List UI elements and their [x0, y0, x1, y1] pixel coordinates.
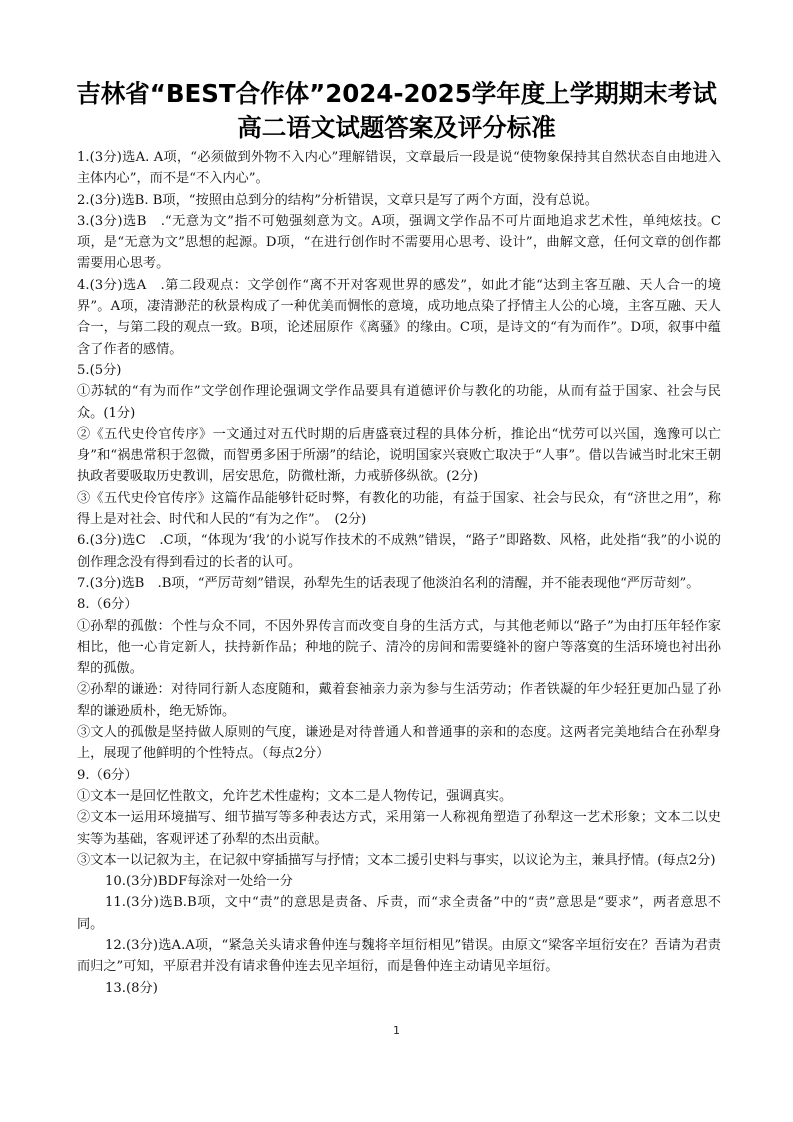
answer-paragraph: 1.(3分)选A. A项，“必须做到外物不入内心”理解错误，文章最后一段是说“使物象保持其自然状态自由地进入主体内心”，而不是“不入内心”。: [77, 150, 721, 187]
document-title: 吉林省“BEST合作体”2024-2025学年度上学期期末考试: [76, 79, 717, 108]
answer-paragraph: ①文本一是回忆性散文，允许艺术性虚构；文本二是人物传记，强调真实。: [77, 788, 513, 804]
answer-paragraph: ①孙犁的孤傲：个性与众不同，不因外界传言而改变自身的生活方式，与其他老师以“路子”为由打压年轻作家相比，他一心肯定新人，扶持新作品；种地的院子、清冷的房间和需要缝补的窗户等落寞的生活环境也衬出孙犁的孤傲。: [77, 618, 721, 677]
answer-paragraph: 3.(3分)选B .“无意为文”指不可勉强刻意为文。A项，强调文学作品不可片面地追求艺术性，单纯炫技。C项，是“无意为文”思想的起源。D项，“在进行创作时不需要用心思考、设计”，曲解文意，任何文章的创作都需要用心思考。: [77, 213, 721, 272]
answer-paragraph: 4.(3分)选A .第二段观点：文学创作“离不开对客观世界的感发”，如此才能“达到主客互融、天人合一的境界”。A项，凄清渺茫的秋景构成了一种优美而惆怅的意境，成功地点染了抒情主人公的心境，主客互融、天人合一，与第二段的观点一致。B项，论述屈原作《离骚》的缘由。C项，是诗文的“有为而作”。D项，叙事中蕴含了作者的感情。: [77, 277, 721, 357]
answer-paragraph: ②孙犁的谦逊：对待同行新人态度随和，戴着套袖亲力亲为参与生活劳动；作者铁凝的年少轻狂更加凸显了孙犁的谦逊质朴，绝无矫饰。: [77, 682, 721, 719]
answer-paragraph: 9.（6分）: [77, 767, 138, 783]
answer-body: [77, 147, 721, 999]
answer-paragraph: 5.(5分): [77, 362, 122, 378]
answer-paragraph: ③《五代史伶官传序》这篇作品能够针砭时弊，有教化的功能，有益于国家、社会与民众，有“济世之用”，称得上是对社会、时代和人民的“有为之作”。 (2分): [77, 490, 721, 528]
answer-paragraph: ①苏轼的“有为而作”文学创作理论强调文学作品要具有道德评价与教化的功能，从而有益于国家、社会与民众。(1分): [77, 384, 721, 421]
answer-paragraph: 7.(3分)选B .B项，“严厉苛刻”错误，孙犁先生的话表现了他淡泊名利的清醒，并不能表现他“严厉苛刻”。: [77, 575, 700, 591]
page-number: 1: [393, 1024, 400, 1037]
answer-paragraph: 13.(8分): [105, 980, 158, 996]
answer-paragraph: ②文本一运用环境描写、细节描写等多种表达方式，采用第一人称视角塑造了孙犁这一艺术形象；文本二以史实等为基础，客观评述了孙犁的杰出贡献。: [77, 810, 721, 847]
answer-paragraph: ③文本一以记叙为主，在记叙中穿插描写与抒情；文本二援引史料与事实，以议论为主，兼具抒情。(每点2分): [77, 852, 716, 868]
answer-paragraph: 12.(3分)选A.A项，“紧急关头请求鲁仲连与魏将辛垣衍相见”错误。由原文“梁客辛垣衍安在？吾请为君责而归之”可知，平原君并没有请求鲁仲连去见辛垣衍，而是鲁仲连主动请见辛垣衍。: [77, 937, 721, 975]
answer-paragraph: 6.(3分)选C .C项，“体现为‘我’的小说写作技术的不成熟”错误，“路子”即路数、风格，此处指“我”的小说的创作理念没有得到看过的长者的认可。: [77, 533, 721, 570]
answer-paragraph: 10.(3分)BDF每涂对一处给一分: [105, 874, 293, 890]
answer-paragraph: 2.(3分)选B. B项，“按照由总到分的结构”分析错误，文章只是写了两个方面，没有总说。: [77, 192, 598, 208]
answer-paragraph: ②《五代史伶官传序》一文通过对五代时期的后唐盛衰过程的具体分析，推论出“忧劳可以兴国，逸豫可以亡身”和“祸患常积于忽微，而智勇多困于所溺”的结论，说明国家兴衰败亡取决于“人事”。借以告诫当时北宋王朝执政者要吸取历史教训，居安思危，防微杜渐，力戒骄侈纵欲。(2分): [77, 426, 721, 485]
document-subtitle: 高二语文试题答案及评分标准: [237, 113, 556, 142]
answer-paragraph: 8.（6分）: [77, 597, 138, 613]
answer-paragraph: 11.(3分)选B.B项，文中“责”的意思是责备、斥责，而“求全责备”中的“责”意思是“要求”，两者意思不同。: [77, 895, 721, 932]
answer-paragraph: ③文人的孤傲是坚持做人原则的气度，谦逊是对待普通人和普通事的亲和的态度。这两者完美地结合在孙犁身上，展现了他鲜明的个性特点。（每点2分）: [77, 725, 721, 762]
